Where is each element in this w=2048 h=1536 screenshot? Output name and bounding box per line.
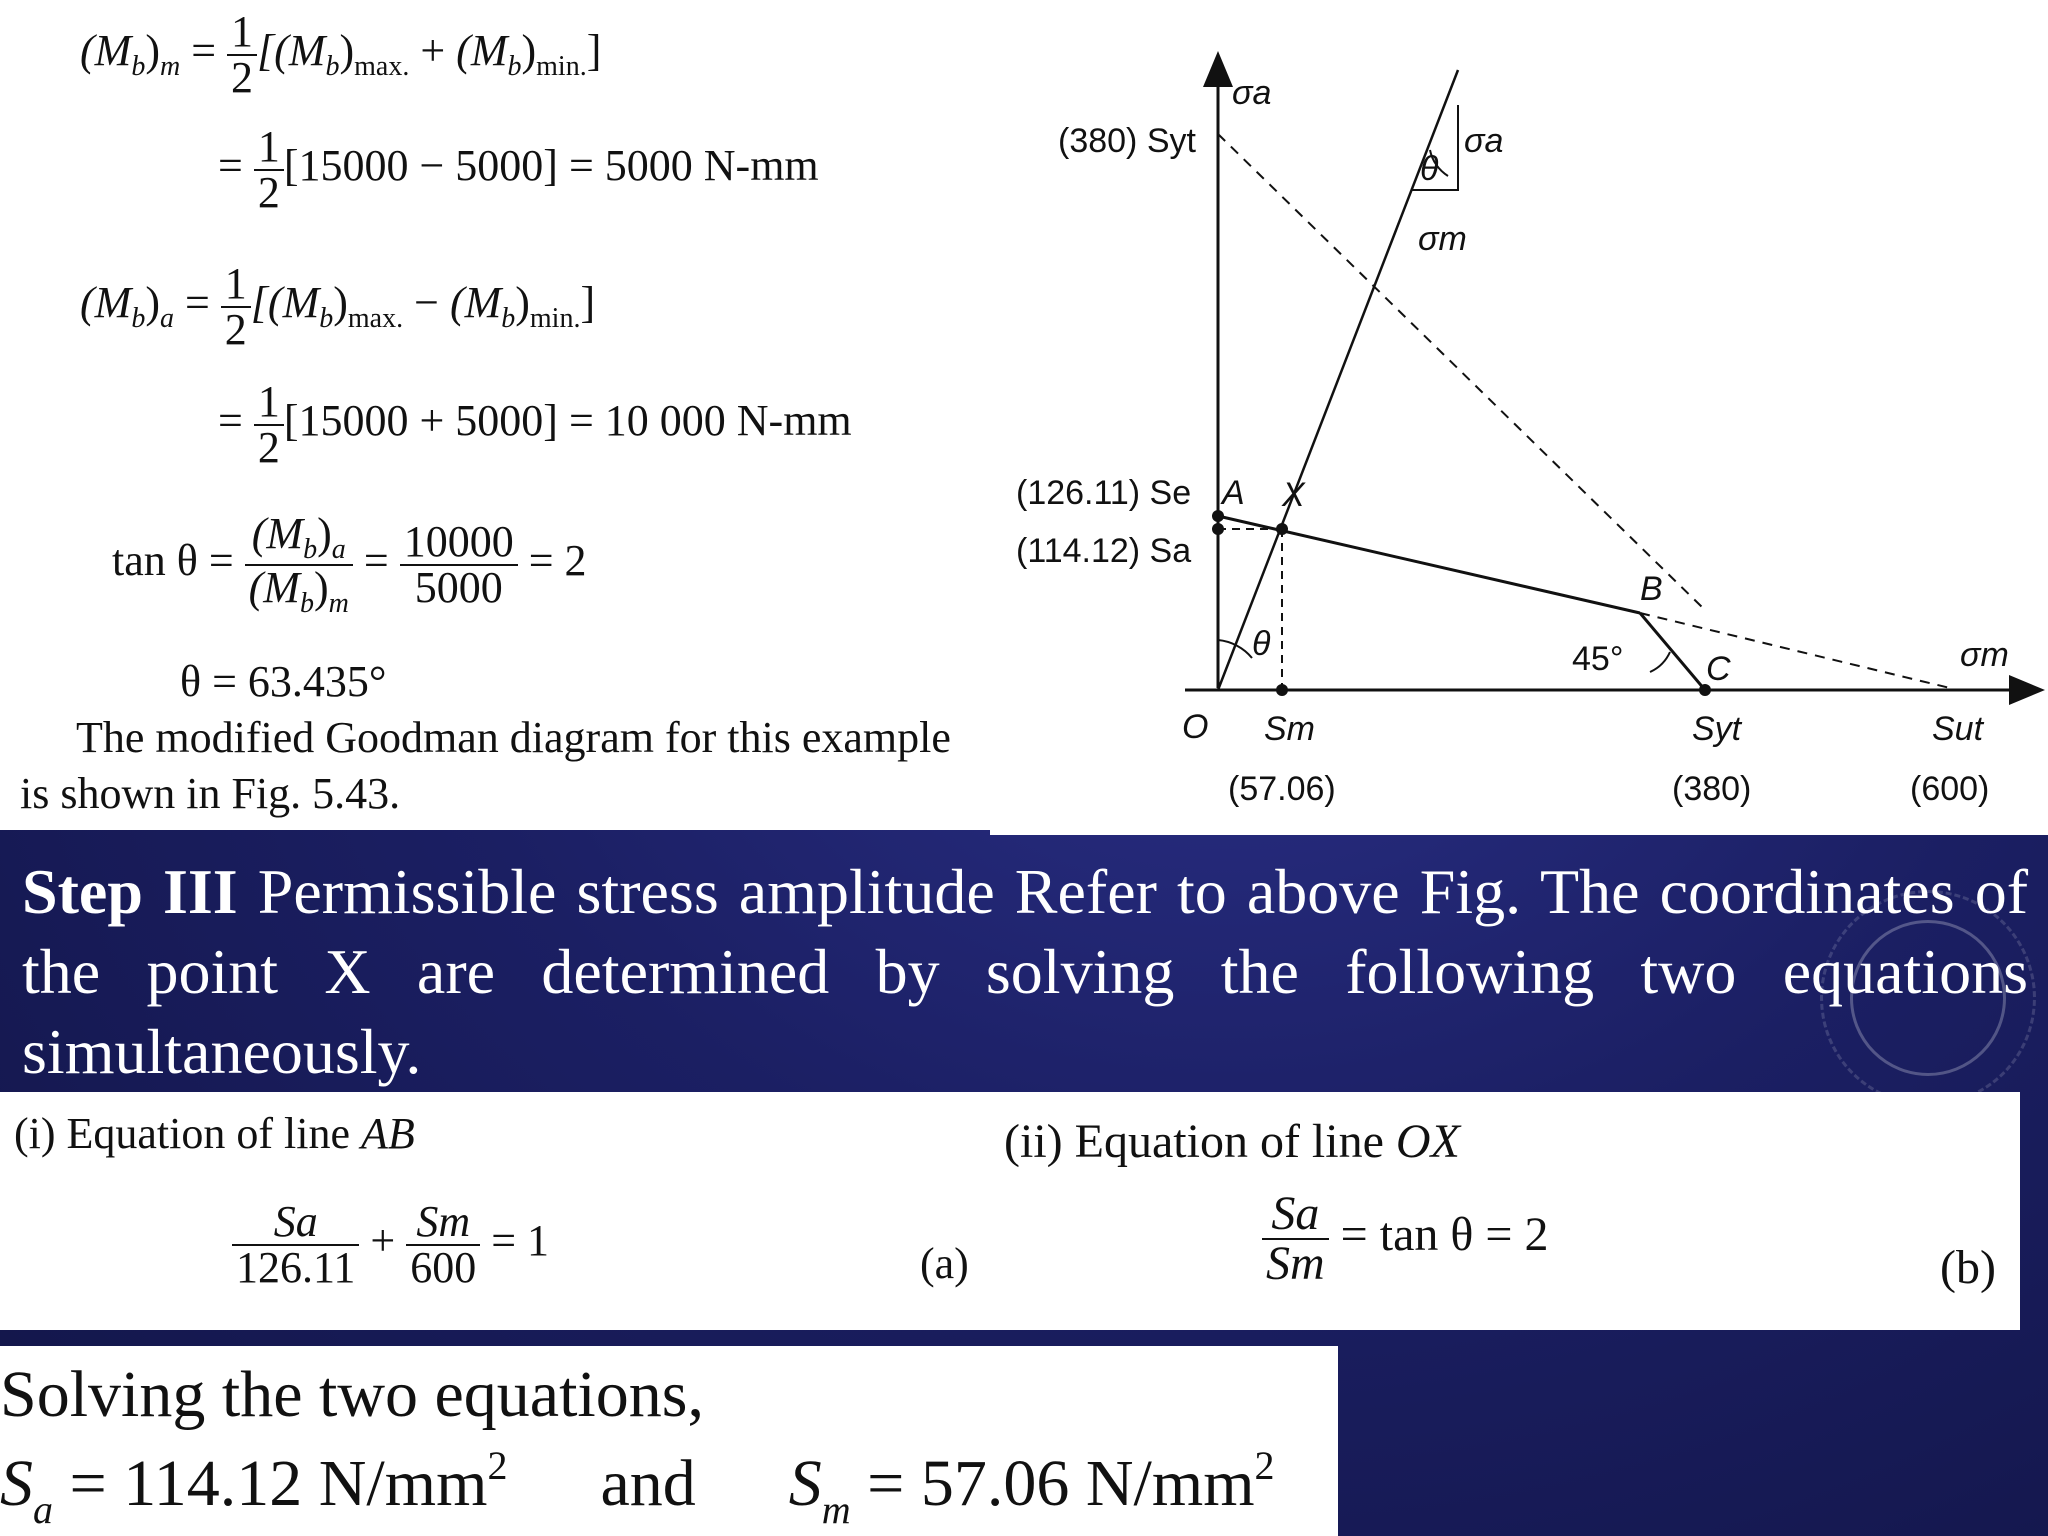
eq1-title-text: (i) Equation of line [14,1109,362,1158]
theta-origin-label: θ [1252,625,1271,663]
origin-label: O [1182,708,1209,746]
sub-max: max. [354,51,410,83]
equals: = [218,396,243,446]
sub-b: b [131,51,146,83]
mb-symbol: (M [80,26,132,76]
sigma-m-triangle-label: σm [1418,220,1467,258]
sub-a: a [159,303,174,335]
solution-line-1: Solving the two equations, [0,1358,704,1431]
solution-line-2 [0,1443,1275,1532]
mb-symbol: (M [449,278,502,328]
tan-result: = 2 [528,536,587,586]
goodman-dashed-extension [1640,613,1950,688]
point-x-label: X [1282,476,1305,514]
sub-b: b [131,303,146,335]
half-fraction: $\frac{1}{2}$ [227,10,257,100]
eq2-title-text: (ii) Equation of line [1004,1115,1396,1168]
sub-b: b [507,51,522,83]
moment-ratio-fraction: $\frac{(M_b)_a}{(M_b)_m}$ [245,512,353,618]
sub-m: m [159,51,181,83]
paren: ) [339,26,355,76]
half-fraction: $\frac{1}{2}$ [254,380,284,470]
equals: = [191,26,217,76]
sub-min: min. [529,303,581,335]
eq2-rhs: = tan θ = 2 [1340,1208,1549,1262]
point-sm-dot [1276,684,1288,696]
angle-45-label: 45° [1572,640,1624,678]
bracket: [(M [250,278,320,328]
sigma-a-axis-label: σa [1232,74,1272,112]
paren: ) [145,26,160,76]
eq2-fraction: $\frac{Sa}{Sm}$ [1262,1190,1329,1288]
sigma-m-axis-label: σm [1960,636,2009,674]
sa-label: (114.12) Sa [1016,532,1192,570]
theta-triangle-label: θ [1420,150,1439,188]
point-x-dot [1276,523,1288,535]
sm-symbol: S [788,1447,822,1520]
mean-value-text: [15000 − 5000] = 5000 N-mm [283,141,819,191]
derivation-panel [0,0,990,830]
half-fraction: $\frac{1}{2}$ [221,262,251,352]
sub-b: b [501,303,516,335]
eq1-title [14,1109,415,1158]
bracket: [(M [257,26,326,76]
paren: ) [521,26,537,76]
eq1-title-var: AB [361,1109,415,1158]
tan-theta-lhs: tan θ = [112,536,234,586]
paren: ) [515,278,530,328]
step-three-paragraph [22,852,2028,1092]
sut-value-label: (600) [1910,770,1990,808]
mb-symbol: (M [80,278,132,328]
eq1-fraction-sm: $\frac{Sm}{600}$ [406,1200,480,1290]
step-label: Step III [22,856,238,927]
eq-mb-mean-value [218,122,819,217]
sub-max: max. [347,303,404,335]
line-bc [1640,613,1705,690]
sa-unit-exponent: 2 [487,1443,508,1488]
angle-45-arc [1650,652,1670,672]
half-fraction: $\frac{1}{2}$ [254,125,284,215]
mb-symbol: (M [456,26,508,76]
amplitude-value-text: [15000 + 5000] = 10 000 N-mm [283,396,852,446]
sub-b: b [325,51,340,83]
eq-mb-amplitude-value [218,377,852,472]
bracket: ] [580,278,596,328]
sa-subscript: a [33,1487,53,1532]
eq1-formula [232,1197,550,1292]
equals: = [218,141,243,191]
theta-value: θ = 63.435° [180,657,387,706]
goodman-diagram [990,0,2048,835]
point-a-label: A [1222,474,1245,512]
numeric-ratio-fraction: $\frac{10000}{5000}$ [400,520,518,610]
note-line-2: is shown in Fig. 5.43. [20,769,401,818]
eq1-tag: (a) [920,1239,969,1288]
sigma-a-triangle-label: σa [1464,122,1504,160]
point-sa-dot [1212,523,1224,535]
eq2-formula [1262,1187,1549,1290]
step-text: Permissible stress amplitude Refer to above Fig. The coordinates of the point X are determined by solving the following two equations simultaneously. [22,856,2029,1087]
sa-value: = 114.12 N/mm [53,1447,488,1520]
solution-panel [0,1346,1338,1536]
sub-b: b [319,303,334,335]
syt-axis-label: Syt [1692,710,1742,748]
eq-mb-mean [80,7,602,102]
plus: + [420,26,446,76]
sm-value: = 57.06 N/mm [850,1447,1255,1520]
equations-panel [0,1092,2020,1330]
syt-value-label: (380) [1672,770,1752,808]
sut-axis-label: Sut [1932,710,1984,748]
minus: − [414,278,439,328]
eq2-tag: (b) [1940,1241,1996,1294]
paren: ) [333,278,348,328]
se-label: (126.11) Se [1016,474,1192,512]
goodman-diagram-panel [990,0,2048,835]
sm-axis-label: Sm [1264,710,1315,748]
equals: = [363,536,389,586]
sub-min: min. [536,51,587,83]
equals: = [184,278,210,328]
eq-mb-amplitude [80,259,596,354]
eq1-fraction-sa: $\frac{Sa}{126.11}$ [232,1200,359,1290]
eq-tan-theta [112,509,587,619]
eq1-rhs: = 1 [491,1216,550,1266]
bracket: ] [586,26,602,76]
point-b-label: B [1640,570,1663,608]
sm-subscript: m [821,1487,851,1532]
note-line-1: The modified Goodman diagram for this example [76,713,951,762]
sm-unit-exponent: 2 [1254,1443,1275,1488]
paren: ) [145,278,160,328]
plus: + [370,1216,396,1266]
point-c-label: C [1706,650,1731,688]
syt-top-label: (380) Syt [1058,122,1196,160]
sm-value-label: (57.06) [1228,770,1336,808]
and-word: and [600,1447,696,1520]
eq2-title [1004,1115,1460,1168]
sa-symbol: S [0,1447,33,1520]
eq2-title-var: OX [1395,1115,1460,1168]
yield-line [1218,134,1705,610]
